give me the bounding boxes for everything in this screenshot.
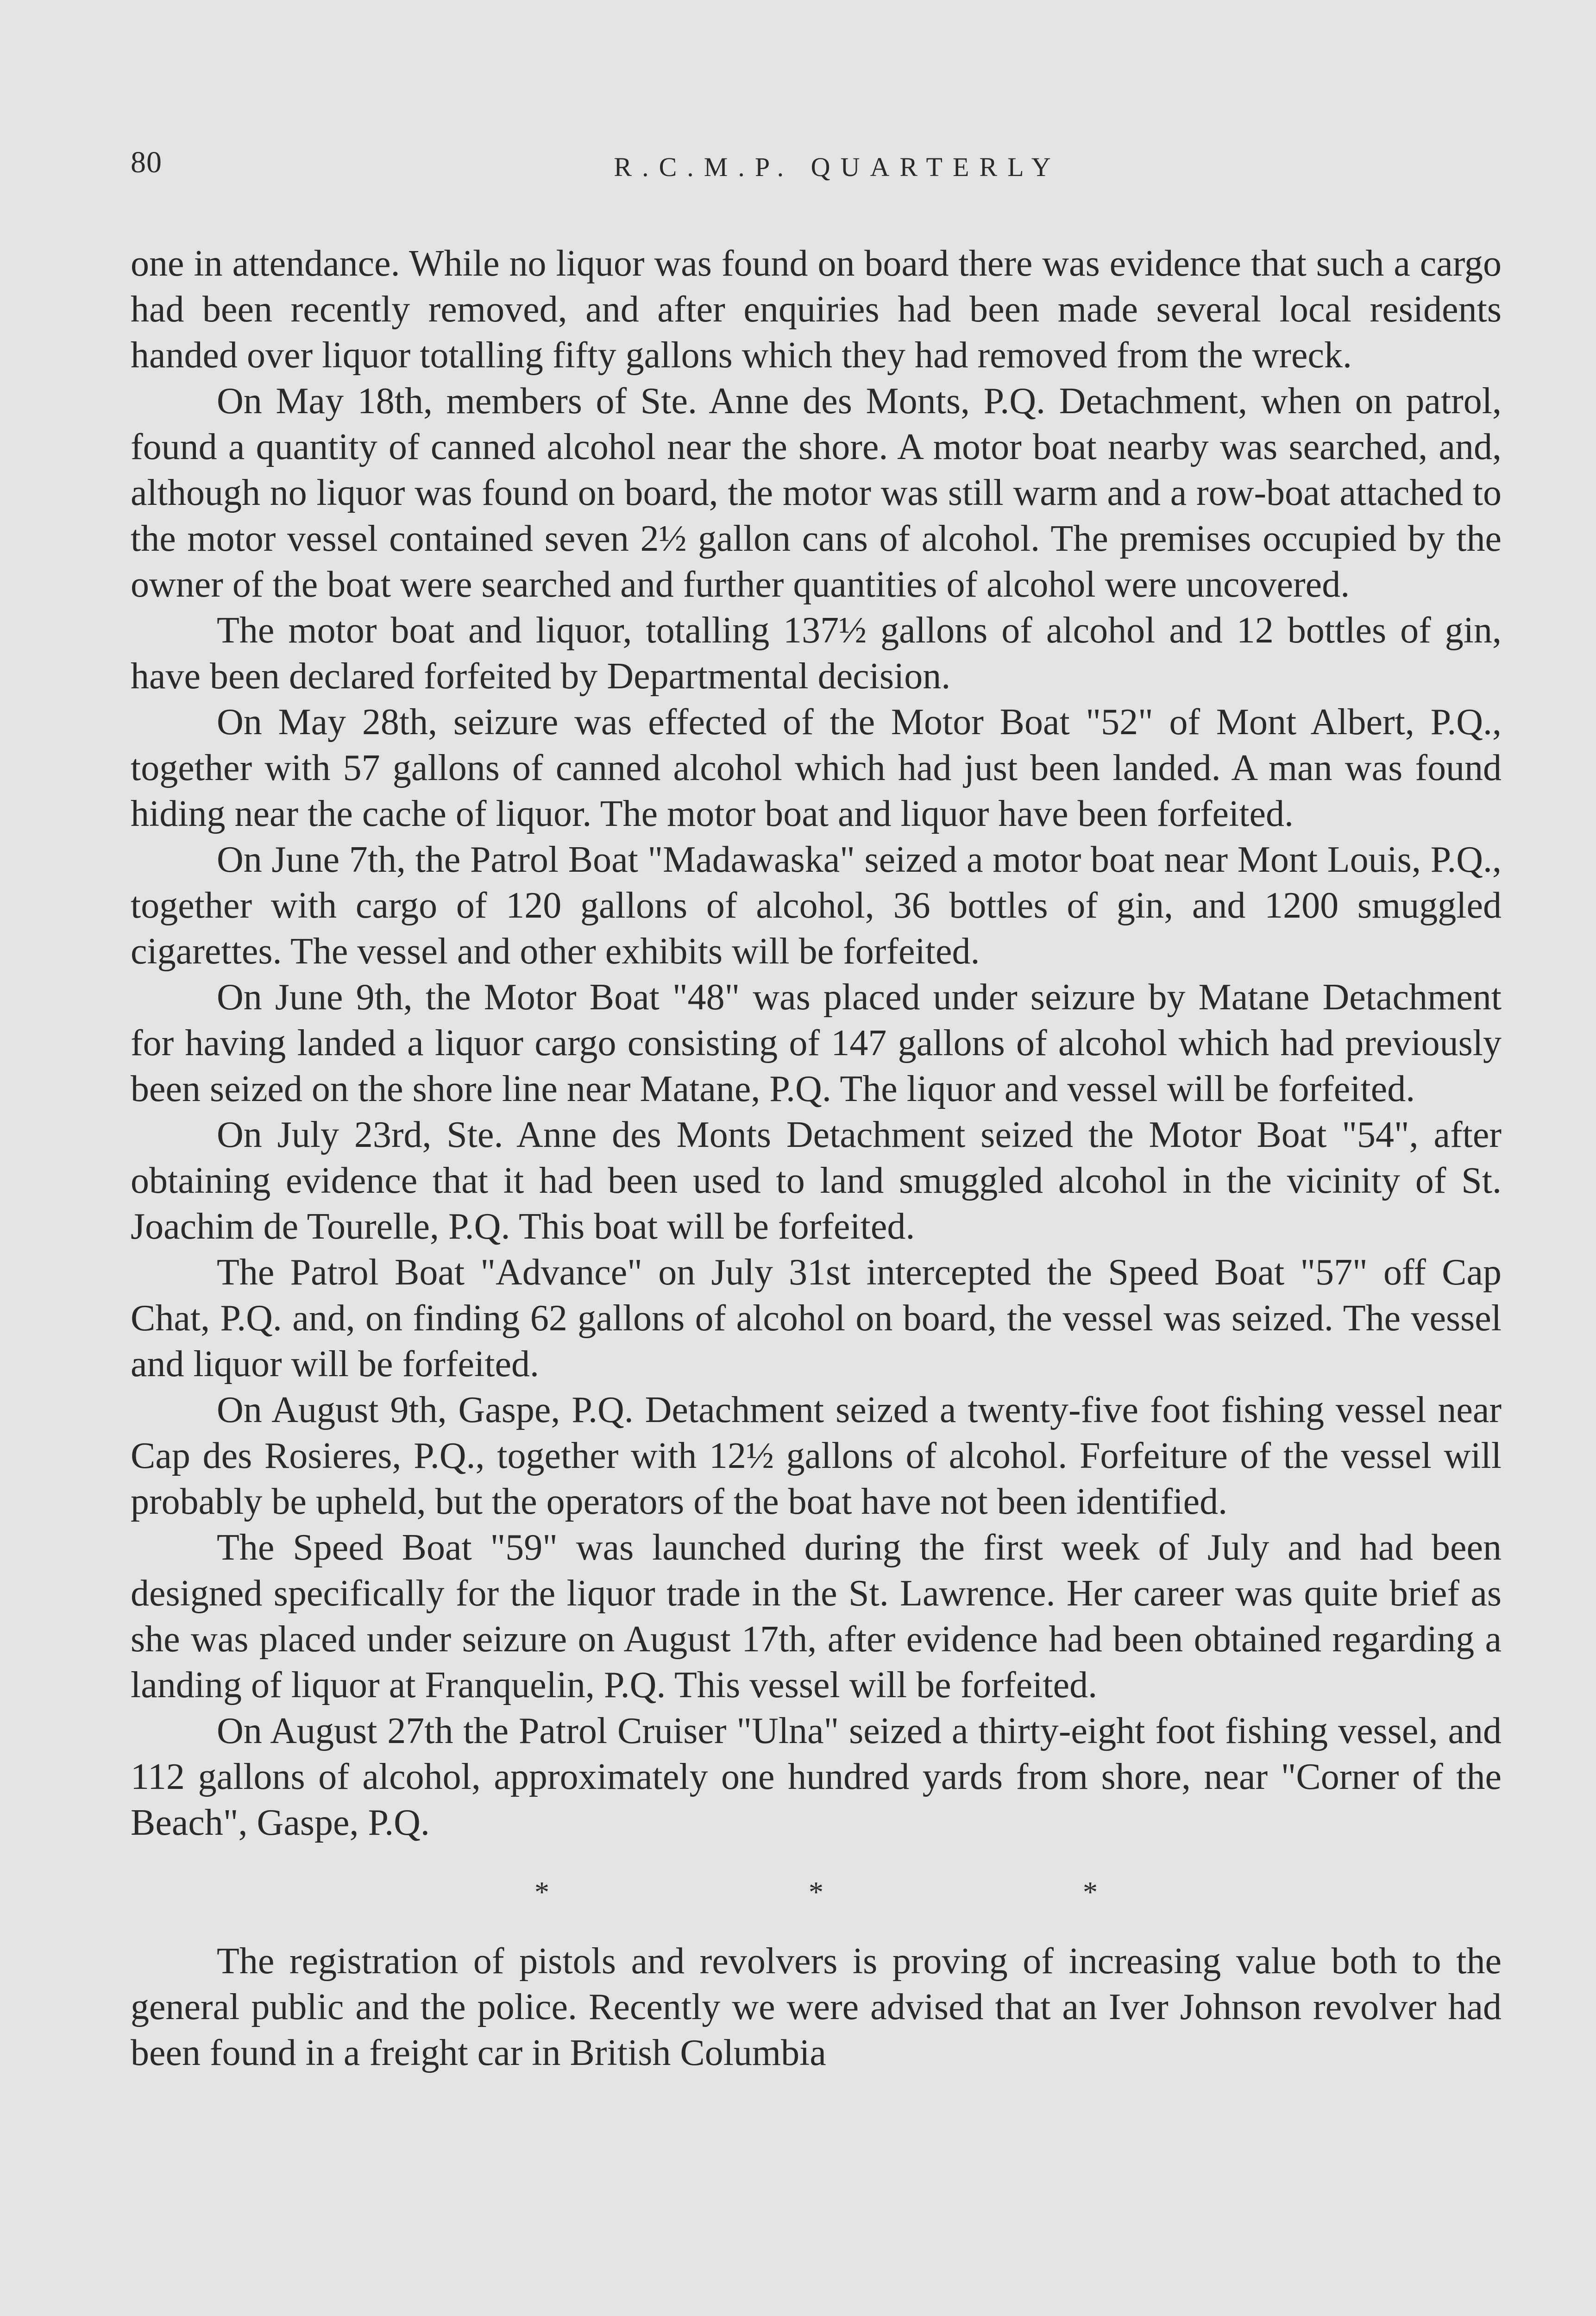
paragraph: The registration of pistols and revolvers is proving of increasing value both to the general public and the police. Recently we were advised that an Iver Johnson revolver had been found in a freight car in British Columbia bbox=[131, 1941, 1502, 2073]
paragraph: On June 7th, the Patrol Boat "Madawaska" seized a motor boat near Mont Louis, P.Q., together with cargo of 120 gallons of alcohol, 36 bottles of gin, and 1200 smuggled cigarettes. The vessel and other exhibits will be forfeited. bbox=[131, 839, 1502, 972]
running-head: R.C.M.P. QUARTERLY bbox=[614, 152, 1061, 182]
paragraph: On May 18th, members of Ste. Anne des Monts, P.Q. Detachment, when on patrol, found a quantity of canned alcohol near the shore. A motor boat nearby was searched, and, although no liquor was found on board, the motor was still warm and a row-boat attached to the motor vessel contained seven 2½ gallon cans of alcohol. The premises occupied by the owner of the boat were searched and further quantities of alcohol were uncovered. bbox=[131, 381, 1502, 605]
paragraph: On July 23rd, Ste. Anne des Monts Detachment seized the Motor Boat "54", after obtaining evidence that it had been used to land smuggled alcohol in the vicinity of St. Joachim de Tourelle, P.Q. This boat will be forfeited. bbox=[131, 1114, 1502, 1247]
page-number: 80 bbox=[131, 145, 162, 179]
paragraph: one in attendance. While no liquor was found on board there was evidence that such a cargo had been recently removed, and after enquiries had been made several local residents handed over liquor totalling fifty gallons which they had removed from the wreck. bbox=[131, 243, 1502, 376]
paragraph: The Patrol Boat "Advance" on July 31st intercepted the Speed Boat "57" off Cap Chat, P.Q. and, on finding 62 gallons of alcohol on board, the vessel was seized. The vessel and liquor will be forfeited. bbox=[131, 1252, 1502, 1385]
asterisk-ornament: * bbox=[1083, 1875, 1098, 1908]
paragraph: On August 27th the Patrol Cruiser "Ulna" seized a thirty-eight foot fishing vessel, and 112 gallons of alcohol, approximately one hundred yards from shore, near "Corner of the Beach", Gaspe, P.Q. bbox=[131, 1711, 1502, 1843]
paragraph: On May 28th, seizure was effected of the Motor Boat "52" of Mont Albert, P.Q., together with 57 gallons of canned alcohol which had just been landed. A man was found hiding near the cache of liquor. The motor boat and liquor have been forfeited. bbox=[131, 702, 1502, 834]
paragraph: On August 9th, Gaspe, P.Q. Detachment seized a twenty-five foot fishing vessel near Cap des Rosieres, P.Q., together with 12½ gallons of alcohol. Forfeiture of the vessel will probably be upheld, but the operators of the boat have not been identified. bbox=[131, 1390, 1502, 1522]
asterisk-ornament: * bbox=[534, 1875, 549, 1908]
article-body bbox=[131, 241, 1502, 2076]
paragraph: On June 9th, the Motor Boat "48" was placed under seizure by Matane Detachment for having landed a liquor cargo consisting of 147 gallons of alcohol which had previously been seized on the shore line near Matane, P.Q. The liquor and vessel will be forfeited. bbox=[131, 977, 1502, 1109]
asterisk-ornament: * bbox=[809, 1875, 823, 1908]
paragraph: The Speed Boat "59" was launched during the first week of July and had been designed specifically for the liquor trade in the St. Lawrence. Her career was quite brief as she was placed under seizure on August 17th, after evidence had been obtained regarding a landing of liquor at Franquelin, P.Q. This vessel will be forfeited. bbox=[131, 1527, 1502, 1706]
paragraph: The motor boat and liquor, totalling 137½ gallons of alcohol and 12 bottles of gin, have been declared forfeited by Departmental decision. bbox=[131, 610, 1502, 697]
section-separator bbox=[131, 1846, 1502, 1938]
